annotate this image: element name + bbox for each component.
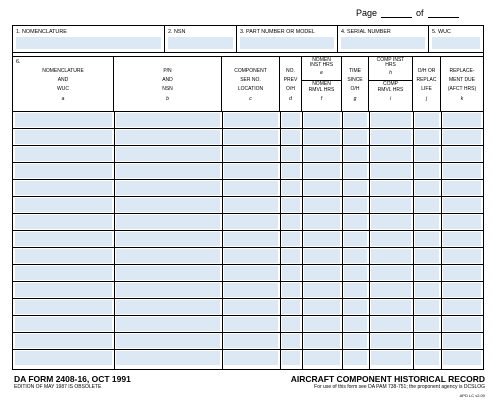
entry-cell[interactable] <box>15 198 112 212</box>
table-row <box>13 196 483 213</box>
col-i-line1: COMP <box>383 81 398 87</box>
entry-cell[interactable] <box>344 249 367 263</box>
table-row <box>13 111 483 128</box>
total-pages-field[interactable] <box>428 8 459 18</box>
col-g-line3: O/H <box>350 86 360 92</box>
col-a-letter: a <box>61 96 65 102</box>
apd-version: APD LC v2.00 <box>459 393 485 398</box>
col-hi-header <box>369 57 413 111</box>
col-f-line2: RMVL HRS <box>308 87 335 93</box>
entry-cell[interactable] <box>15 113 112 127</box>
col-e-letter: e <box>320 70 323 76</box>
col-k-header <box>441 57 483 111</box>
table-row <box>13 213 483 230</box>
page-number-line <box>356 8 463 18</box>
entry-cell[interactable] <box>415 164 439 178</box>
col-ef-header <box>302 57 342 111</box>
part-number-field[interactable] <box>240 37 334 49</box>
entry-cell[interactable] <box>415 317 439 331</box>
entry-cell[interactable] <box>282 147 300 161</box>
entry-cell[interactable] <box>224 130 278 144</box>
table-row <box>13 349 483 366</box>
entry-cell[interactable] <box>224 300 278 314</box>
entry-cell[interactable] <box>443 130 481 144</box>
entry-cell[interactable] <box>344 232 367 246</box>
wuc-field[interactable] <box>432 37 480 49</box>
col-d-line2: PREV <box>283 77 298 83</box>
entry-cell[interactable] <box>116 215 220 229</box>
header-fields-row <box>13 26 483 53</box>
entry-cell[interactable] <box>282 351 300 365</box>
entry-cell[interactable] <box>443 232 481 246</box>
entry-cell[interactable] <box>224 232 278 246</box>
table-row <box>13 179 483 196</box>
entry-cell[interactable] <box>304 232 340 246</box>
col-b-line3: NSN <box>162 86 173 92</box>
entry-cell[interactable] <box>116 317 220 331</box>
col-i-letter: i <box>389 96 392 102</box>
entry-cell[interactable] <box>304 164 340 178</box>
nomenclature-label: 1. NOMENCLATURE <box>16 29 67 35</box>
entry-cell[interactable] <box>224 181 278 195</box>
entry-cell[interactable] <box>15 232 112 246</box>
entry-cell[interactable] <box>371 334 411 348</box>
entry-cell[interactable] <box>443 283 481 297</box>
serial-number-label: 4. SERIAL NUMBER <box>341 29 391 35</box>
entry-cell[interactable] <box>304 113 340 127</box>
nomenclature-cell <box>13 26 165 52</box>
col-c-letter: c <box>249 96 252 102</box>
entry-cell[interactable] <box>116 232 220 246</box>
form-body <box>12 25 484 370</box>
form-title: AIRCRAFT COMPONENT HISTORICAL RECORD <box>290 374 485 384</box>
col-g-letter: g <box>353 96 357 102</box>
entry-cell[interactable] <box>282 232 300 246</box>
entry-cell[interactable] <box>304 130 340 144</box>
entry-cell[interactable] <box>15 351 112 365</box>
col-a-line3: WUC <box>57 86 69 92</box>
entry-cell[interactable] <box>15 249 112 263</box>
entry-cell[interactable] <box>344 215 367 229</box>
entry-cell[interactable] <box>443 334 481 348</box>
entry-cell[interactable] <box>443 198 481 212</box>
col-i-line2: RMVL HRS <box>377 87 404 93</box>
entry-cell[interactable] <box>415 181 439 195</box>
entry-cell[interactable] <box>443 215 481 229</box>
entry-cell[interactable] <box>15 283 112 297</box>
entry-cell[interactable] <box>304 283 340 297</box>
entry-cell[interactable] <box>282 317 300 331</box>
col-e-line1: NOMEN <box>312 57 331 63</box>
entry-cell[interactable] <box>15 164 112 178</box>
entry-cell[interactable] <box>224 198 278 212</box>
entry-cell[interactable] <box>224 334 278 348</box>
col-g-line1: TIME <box>349 68 361 74</box>
table-row <box>13 264 483 281</box>
entry-cell[interactable] <box>282 113 300 127</box>
entry-cell[interactable] <box>15 266 112 280</box>
col-c-header <box>222 57 280 111</box>
table-row <box>13 298 483 315</box>
entry-cell[interactable] <box>344 130 367 144</box>
serial-number-field[interactable] <box>341 37 425 49</box>
col-k-line2: MENT DUE <box>448 77 476 83</box>
nsn-field[interactable] <box>168 37 233 49</box>
col-f-line1: NOMEN <box>312 81 331 87</box>
col-k-letter: k <box>460 96 464 102</box>
nsn-label: 2. NSN <box>168 29 186 35</box>
entry-cell[interactable] <box>443 351 481 365</box>
entry-cell[interactable] <box>371 181 411 195</box>
wuc-cell <box>429 26 483 52</box>
entry-cell[interactable] <box>304 317 340 331</box>
entry-cell[interactable] <box>282 266 300 280</box>
table-row <box>13 128 483 145</box>
entry-cell[interactable] <box>282 181 300 195</box>
col-a-line2: AND <box>57 77 69 83</box>
entry-cell[interactable] <box>415 283 439 297</box>
entry-cell[interactable] <box>282 249 300 263</box>
use-note: For use of this form see DA PAM 738-751; the proponent agency is DCSLOG <box>314 384 485 390</box>
entry-cell[interactable] <box>344 181 367 195</box>
entry-cell[interactable] <box>116 249 220 263</box>
col-d-line3: O/H <box>286 86 295 92</box>
entry-cell[interactable] <box>282 300 300 314</box>
entry-cell[interactable] <box>282 215 300 229</box>
entry-cell[interactable] <box>116 164 220 178</box>
entry-cell[interactable] <box>15 334 112 348</box>
entry-cell[interactable] <box>304 198 340 212</box>
entry-cell[interactable] <box>371 266 411 280</box>
entry-cell[interactable] <box>371 232 411 246</box>
entry-cell[interactable] <box>304 215 340 229</box>
col-k-line3: (AFCT HRS) <box>447 86 477 92</box>
col-c-line1: COMPONENT <box>234 68 267 74</box>
col-d-letter: d <box>289 96 292 102</box>
table-row <box>13 247 483 264</box>
entry-cell[interactable] <box>344 317 367 331</box>
page-label: Page <box>356 8 378 18</box>
entry-cell[interactable] <box>304 266 340 280</box>
entry-cell[interactable] <box>344 113 367 127</box>
entry-cell[interactable] <box>116 113 220 127</box>
entry-cell[interactable] <box>282 283 300 297</box>
entry-cell[interactable] <box>371 300 411 314</box>
serial-number-cell <box>338 26 429 52</box>
col-f-letter: f <box>320 96 323 102</box>
entry-cell[interactable] <box>371 215 411 229</box>
entry-cell[interactable] <box>415 232 439 246</box>
col-j-line1: O/H OR <box>417 68 436 74</box>
entry-cell[interactable] <box>344 334 367 348</box>
entry-cell[interactable] <box>344 198 367 212</box>
entry-cell[interactable] <box>415 198 439 212</box>
entry-cell[interactable] <box>443 181 481 195</box>
col-b-line1: P/N <box>163 68 172 74</box>
entry-cell[interactable] <box>371 198 411 212</box>
entry-cell[interactable] <box>116 266 220 280</box>
col-a-header <box>13 57 114 111</box>
table-row <box>13 145 483 162</box>
entry-cell[interactable] <box>116 147 220 161</box>
entry-cell[interactable] <box>443 249 481 263</box>
nomenclature-field[interactable] <box>16 37 161 49</box>
entry-cell[interactable] <box>224 266 278 280</box>
entry-cell[interactable] <box>443 113 481 127</box>
col-h-letter: h <box>389 70 392 76</box>
col-b-letter: b <box>166 96 169 102</box>
entry-cell[interactable] <box>15 181 112 195</box>
entry-cell[interactable] <box>15 317 112 331</box>
entry-cell[interactable] <box>282 164 300 178</box>
entry-cell[interactable] <box>344 283 367 297</box>
table-row <box>13 162 483 179</box>
entry-cell[interactable] <box>224 351 278 365</box>
entry-cell[interactable] <box>224 249 278 263</box>
table-row <box>13 315 483 332</box>
col-g-header <box>342 57 369 111</box>
part-number-label: 3. PART NUMBER OR MODEL <box>240 29 315 35</box>
entry-cell[interactable] <box>282 130 300 144</box>
part-number-cell <box>237 26 338 52</box>
entry-cell[interactable] <box>15 147 112 161</box>
table-row <box>13 281 483 298</box>
entry-cell[interactable] <box>304 181 340 195</box>
entry-cell[interactable] <box>443 300 481 314</box>
entry-cell[interactable] <box>371 147 411 161</box>
col-d-header <box>280 57 302 111</box>
entry-cell[interactable] <box>15 300 112 314</box>
entry-cell[interactable] <box>15 215 112 229</box>
entry-cell[interactable] <box>304 300 340 314</box>
entry-cell[interactable] <box>371 317 411 331</box>
entry-cell[interactable] <box>116 300 220 314</box>
col-e-line2: INST HRS <box>309 62 334 68</box>
entry-cell[interactable] <box>15 130 112 144</box>
entry-cell[interactable] <box>371 249 411 263</box>
col-d-line1: NO. <box>286 68 295 74</box>
entry-cell[interactable] <box>371 164 411 178</box>
entry-cell[interactable] <box>415 334 439 348</box>
entry-cell[interactable] <box>116 130 220 144</box>
table-row <box>13 230 483 247</box>
entry-cell[interactable] <box>224 113 278 127</box>
edition-note: EDITION OF MAY 1987 IS OBSOLETE <box>14 384 102 390</box>
nsn-cell <box>165 26 237 52</box>
page-number-field[interactable] <box>381 8 412 18</box>
entry-cell[interactable] <box>344 147 367 161</box>
entry-cell[interactable] <box>344 300 367 314</box>
entry-cell[interactable] <box>371 351 411 365</box>
col-a-line1: NOMENCLATURE <box>42 68 84 74</box>
entry-cell[interactable] <box>415 249 439 263</box>
of-label: of <box>416 8 424 18</box>
entry-cell[interactable] <box>304 249 340 263</box>
entry-cell[interactable] <box>443 164 481 178</box>
entry-cell[interactable] <box>344 266 367 280</box>
entry-cell[interactable] <box>282 334 300 348</box>
col-j-letter: j <box>425 96 428 102</box>
entry-cell[interactable] <box>344 164 367 178</box>
entry-cell[interactable] <box>415 113 439 127</box>
entry-cell[interactable] <box>224 317 278 331</box>
col-g-line2: SINCE <box>347 77 363 83</box>
section-6-number: 6. <box>16 59 21 65</box>
col-j-line2: REPLAC <box>416 77 437 83</box>
entry-cell[interactable] <box>224 215 278 229</box>
table-row <box>13 332 483 349</box>
entry-cell[interactable] <box>415 130 439 144</box>
col-b-line2: AND <box>162 77 173 83</box>
col-k-line1: REPLACE- <box>449 68 475 74</box>
entry-cell[interactable] <box>443 147 481 161</box>
entry-cell[interactable] <box>443 266 481 280</box>
wuc-label: 5. WUC <box>432 29 451 35</box>
col-b-header <box>114 57 222 111</box>
entry-cell[interactable] <box>415 300 439 314</box>
entry-cell[interactable] <box>224 147 278 161</box>
entry-cell[interactable] <box>443 317 481 331</box>
entry-cell[interactable] <box>304 147 340 161</box>
form-id: DA FORM 2408-16, OCT 1991 <box>14 374 131 384</box>
entry-cell[interactable] <box>371 283 411 297</box>
col-j-line3: LIFE <box>421 86 432 92</box>
entry-cell[interactable] <box>116 198 220 212</box>
entry-cell[interactable] <box>344 351 367 365</box>
entry-cell[interactable] <box>371 113 411 127</box>
entry-cell[interactable] <box>415 351 439 365</box>
entry-cell[interactable] <box>116 351 220 365</box>
entry-cell[interactable] <box>415 266 439 280</box>
entry-cell[interactable] <box>282 198 300 212</box>
entry-cell[interactable] <box>415 147 439 161</box>
col-h-line1: COMP INST <box>376 57 405 63</box>
entry-cell[interactable] <box>304 334 340 348</box>
entry-cell[interactable] <box>415 215 439 229</box>
entry-cell[interactable] <box>304 351 340 365</box>
entry-cell[interactable] <box>116 334 220 348</box>
entry-cell[interactable] <box>224 283 278 297</box>
entry-cell[interactable] <box>116 283 220 297</box>
col-j-header <box>413 57 441 111</box>
entry-cell[interactable] <box>116 181 220 195</box>
entry-cell[interactable] <box>371 130 411 144</box>
col-c-line2: SER NO. <box>240 77 261 83</box>
entry-cell[interactable] <box>224 164 278 178</box>
col-c-line3: LOCATION <box>237 86 264 92</box>
col-h-line2: HRS <box>385 62 396 68</box>
